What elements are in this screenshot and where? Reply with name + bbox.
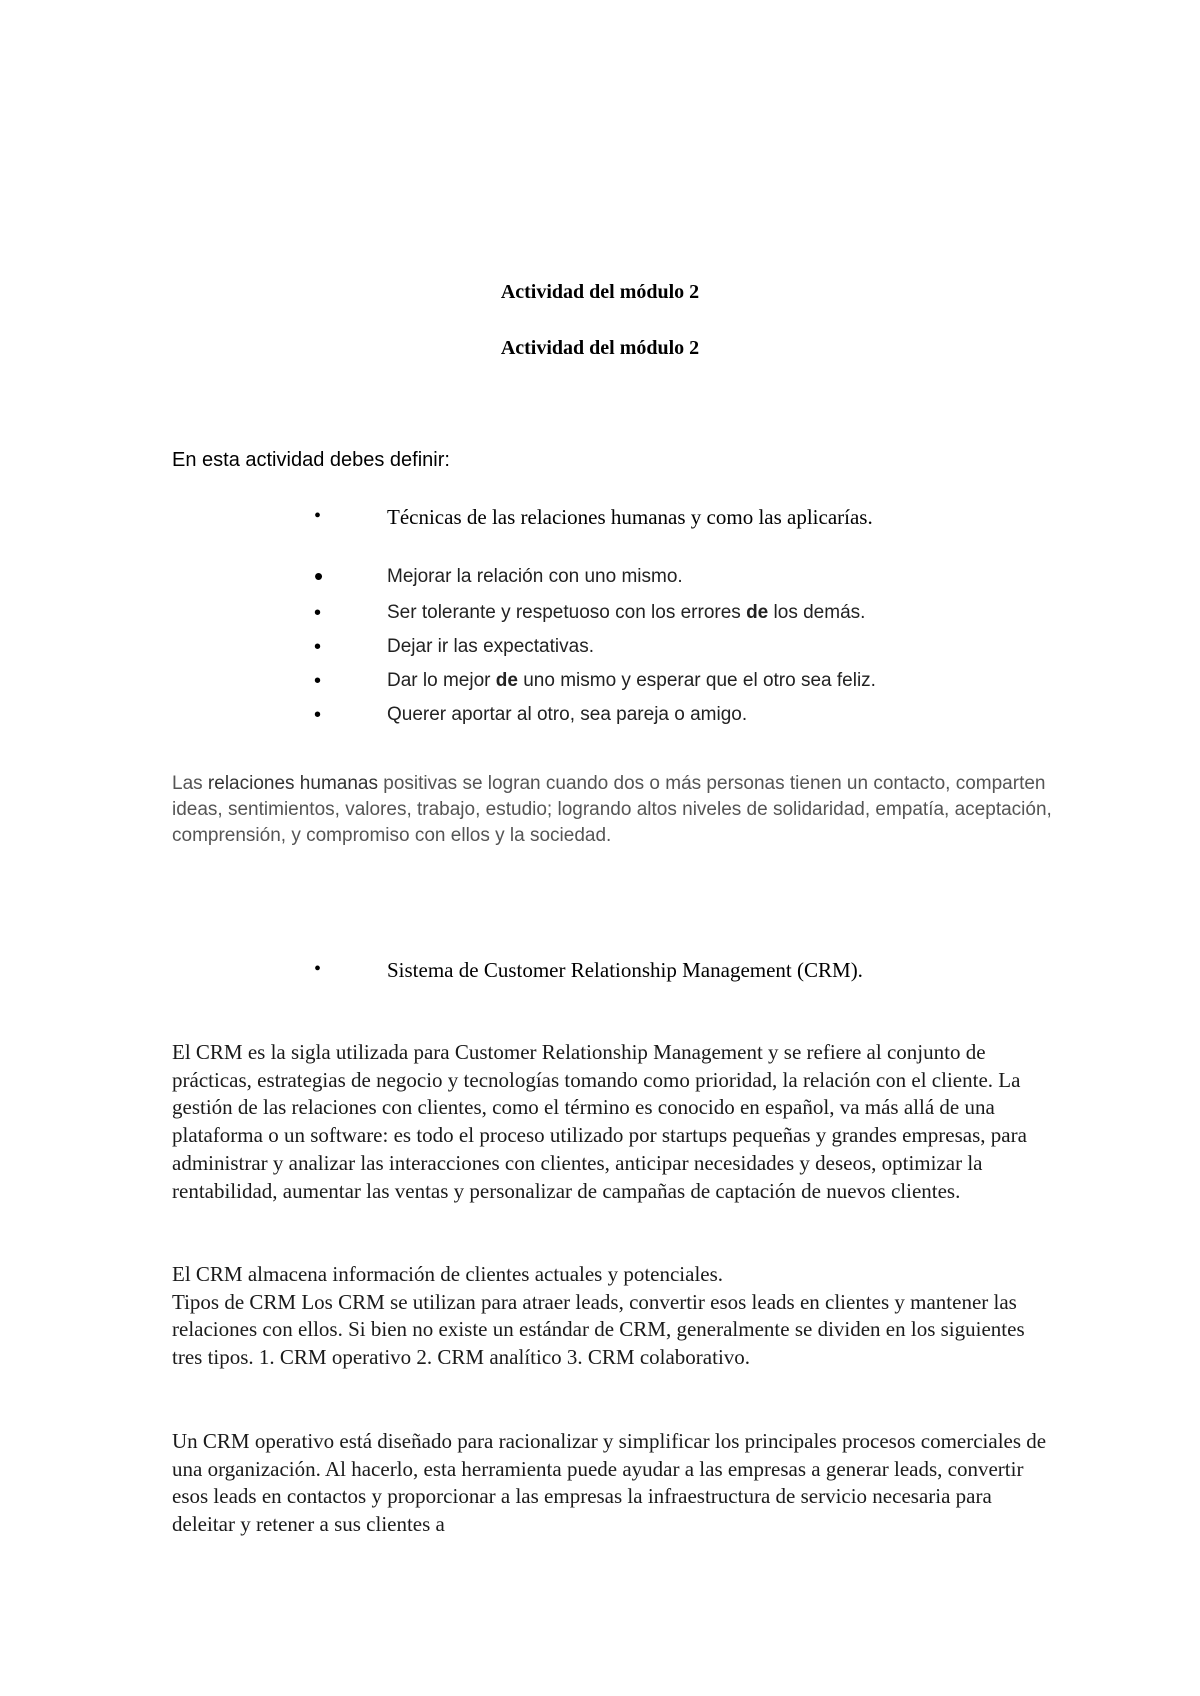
list-item bbox=[0, 670, 1200, 696]
list-item-bold-text: de bbox=[746, 602, 769, 623]
section-heading-human-relations bbox=[0, 505, 1200, 531]
list-item-text-end: los demás. bbox=[768, 602, 866, 623]
list-item-text-end: uno mismo y esperar que el otro sea feliz. bbox=[517, 670, 876, 691]
bullet-icon: • bbox=[314, 602, 322, 624]
relations-paragraph: Las relaciones humanas positivas se logran cuando dos o más personas tienen un contacto, comparten ideas, sentimientos, valores, trabajo, estudio; logrando altos niveles de solidaridad, empatía, aceptación, comprensión, y compromiso con ellos y la sociedad. bbox=[172, 773, 1052, 846]
list-item bbox=[0, 602, 1200, 628]
list-item bbox=[0, 636, 1200, 662]
bullet-icon: • bbox=[314, 561, 324, 591]
crm-types-paragraph bbox=[172, 1261, 1052, 1372]
document-title-repeat: Actividad del módulo 2 bbox=[500, 337, 700, 359]
bullet-icon: • bbox=[314, 505, 322, 527]
list-item-bold-text: de bbox=[495, 670, 518, 691]
relations-highlight: relaciones humanas bbox=[207, 773, 378, 794]
section-heading-text: Sistema de Customer Relationship Management (CRM). bbox=[387, 958, 863, 982]
crm-paragraph: El CRM es la sigla utilizada para Customer Relationship Management y se refiere al conjunto de prácticas, estrategias de negocio y tecnologías tomando como prioridad, la relación con el cliente. La gestión de las relaciones con clientes, como el término es conocido en español, va más allá de una plataforma o un software: es todo el proceso utilizado por startups pequeñas y grandes empresas, para administrar y analizar las interacciones con clientes, anticipar necesidades y deseos, optimizar la rentabilidad, aumentar las ventas y personalizar de campañas de captación de nuevos clientes. bbox=[172, 1040, 1027, 1203]
list-item bbox=[0, 704, 1200, 730]
crm-storage-line: El CRM almacena información de clientes actuales y potenciales. bbox=[172, 1262, 724, 1286]
list-item-text: Dar lo mejor bbox=[387, 670, 496, 691]
bullet-icon: • bbox=[314, 670, 322, 692]
document-title: Actividad del módulo 2 bbox=[500, 281, 700, 303]
list-item-text: Ser tolerante y respetuoso con los errores bbox=[387, 602, 747, 623]
bullet-icon: • bbox=[314, 958, 322, 980]
section-heading-text: Técnicas de las relaciones humanas y como las aplicarías. bbox=[387, 505, 873, 529]
section-heading-crm bbox=[0, 958, 1200, 984]
intro-text: En esta actividad debes definir: bbox=[172, 449, 450, 471]
crm-operative-paragraph: Un CRM operativo está diseñado para racionalizar y simplificar los principales procesos comerciales de una organización. Al hacerlo, esta herramienta puede ayudar a las empresas a generar leads, convertir esos leads en contactos y proporcionar a las empresas la infraestructura de servicio necesaria para deleitar y retener a sus clientes a bbox=[172, 1429, 1047, 1537]
list-item-text: Dejar ir las expectativas. bbox=[387, 636, 594, 657]
bullet-icon: • bbox=[314, 704, 322, 726]
crm-types-text: Tipos de CRM Los CRM se utilizan para atraer leads, convertir esos leads en clientes y mantener las relaciones con ellos. Si bien no existe un estándar de CRM, generalmente se dividen en los siguientes tres tipos. 1. CRM operativo 2. CRM analítico 3. CRM colaborativo. bbox=[172, 1289, 1025, 1370]
list-item-text: Querer aportar al otro, sea pareja o amigo. bbox=[387, 704, 748, 725]
list-item bbox=[0, 561, 1200, 592]
bullet-icon: • bbox=[314, 636, 322, 658]
list-item-text: Mejorar la relación con uno mismo. bbox=[387, 566, 683, 587]
